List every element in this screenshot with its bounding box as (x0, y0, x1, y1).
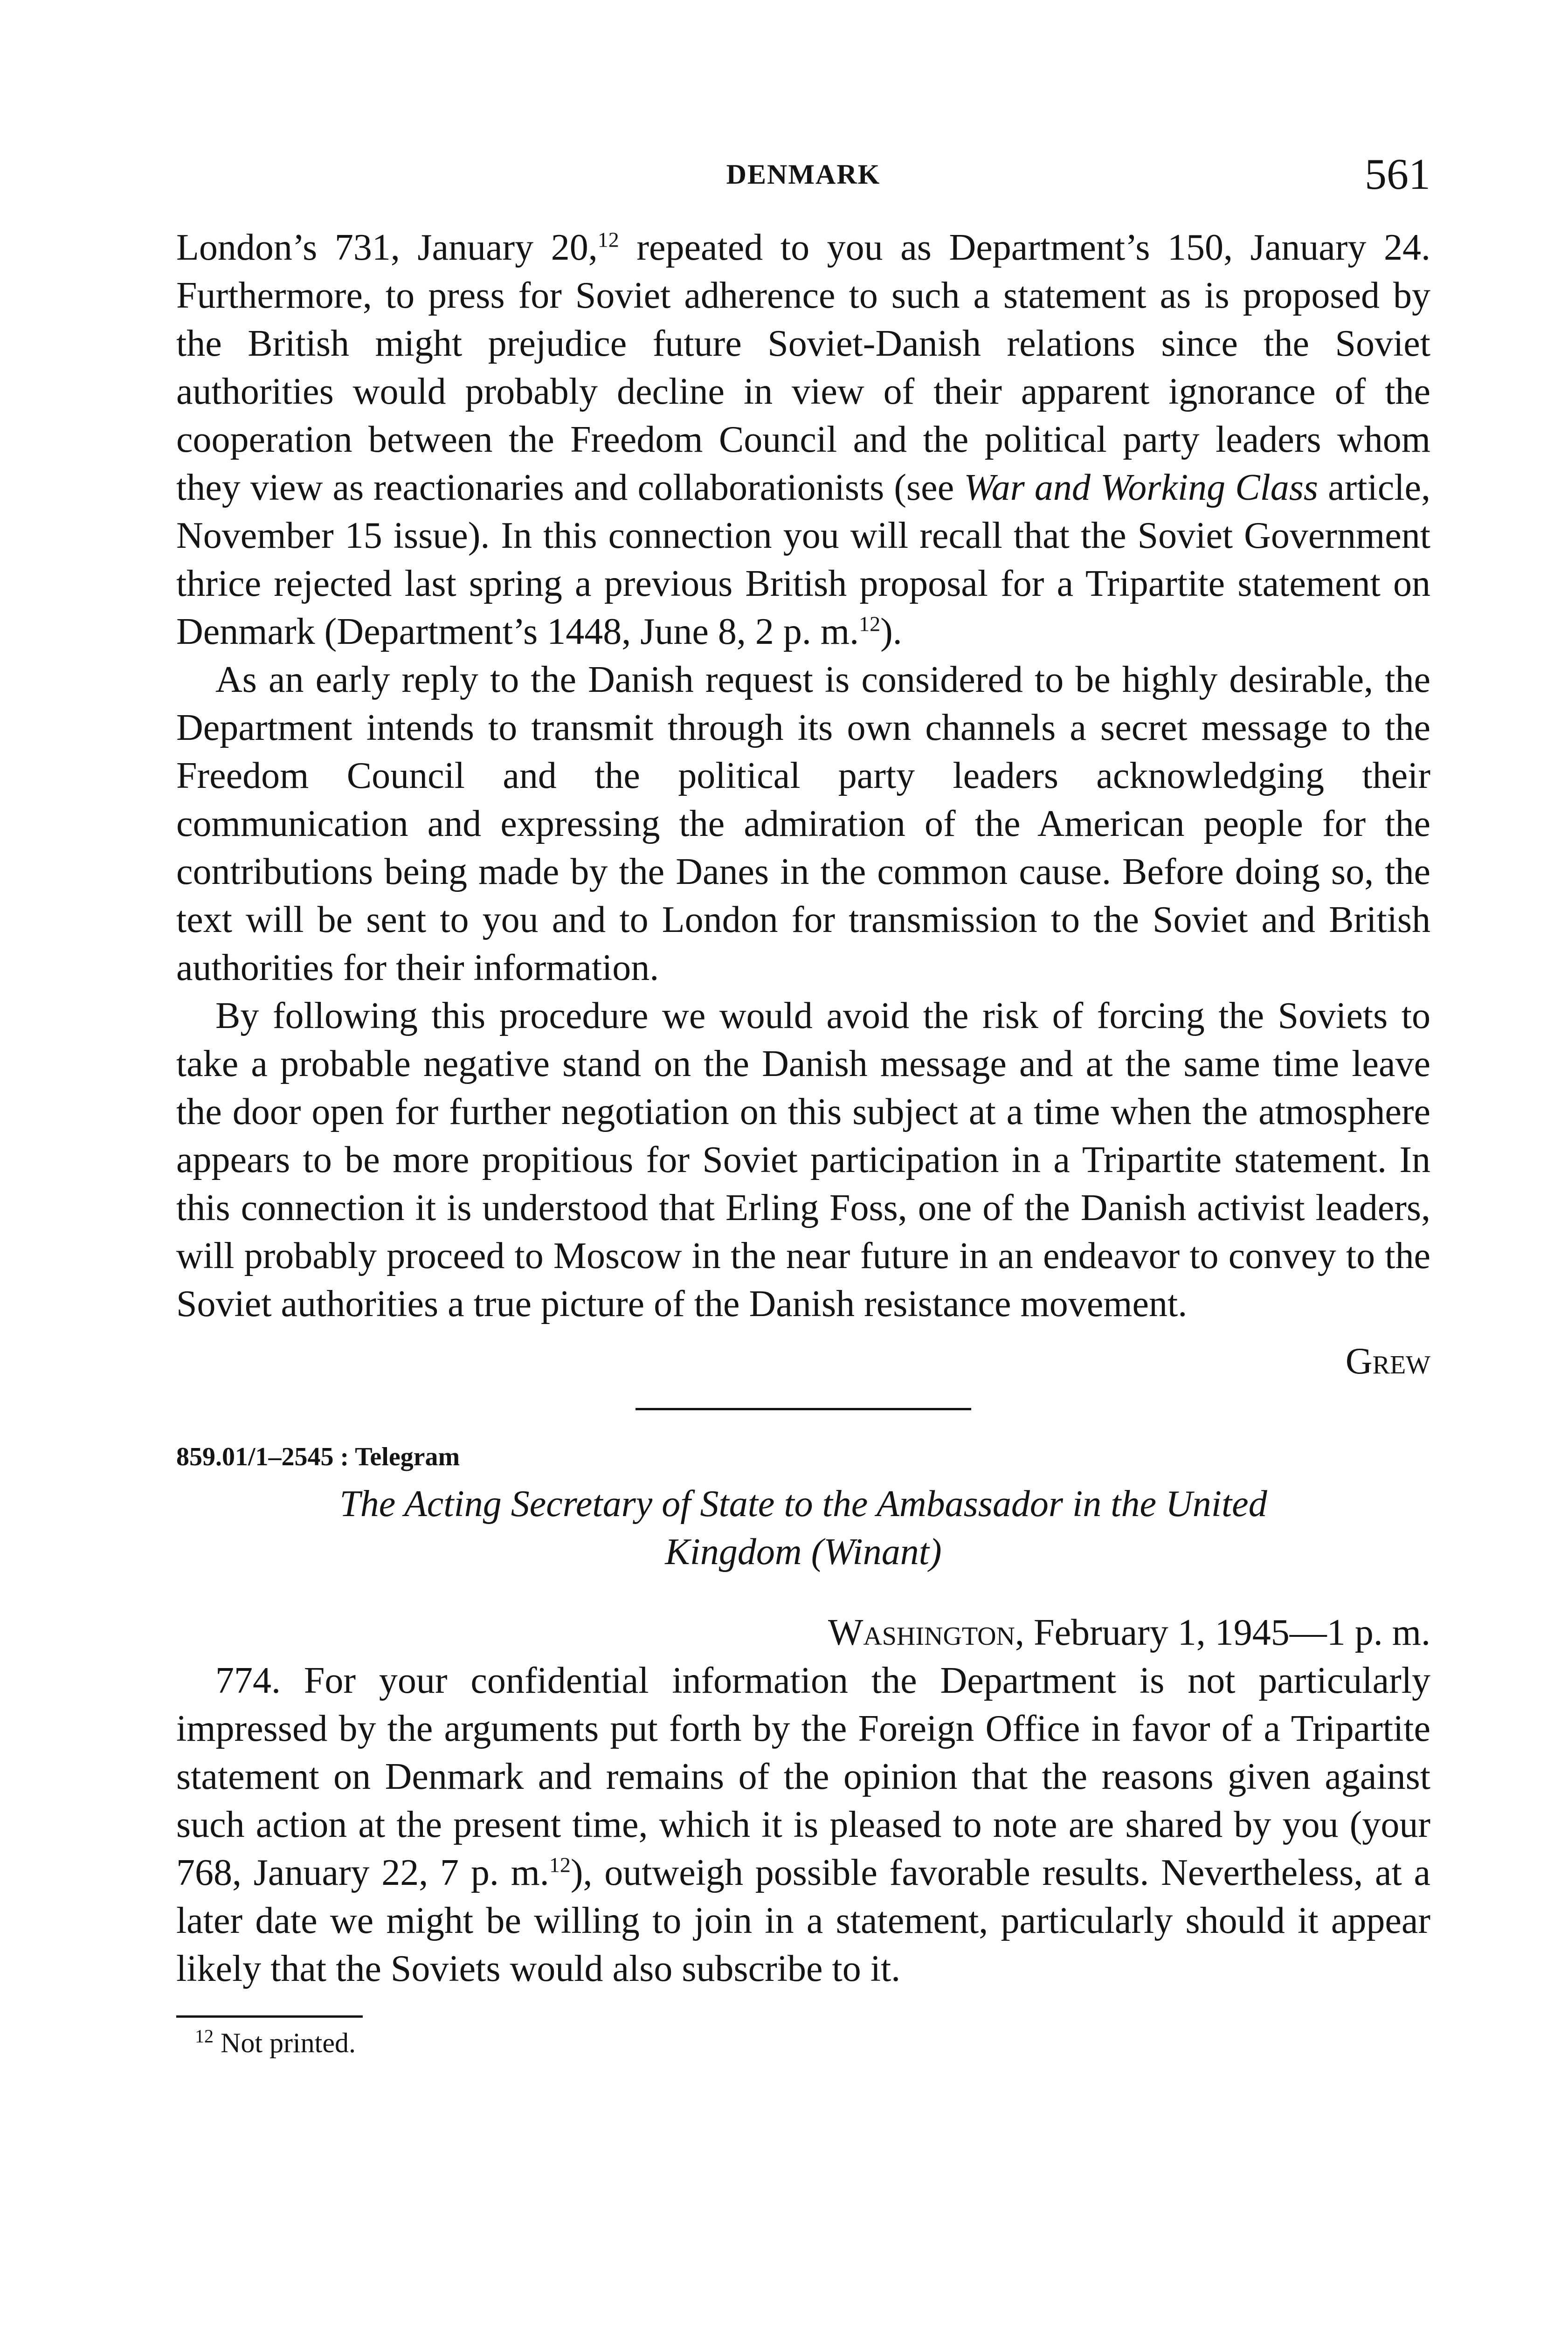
text-segment: ), outweigh possible favorable results. Nevertheless, at a later date we might be willing to join in a statement, particularly should it appear likely that the Soviets would also subscribe to it. (176, 1852, 1431, 1989)
footnote-marker: 12 (195, 2026, 214, 2047)
page-header (176, 149, 1430, 200)
continuation-paragraph (176, 224, 1430, 656)
text-segment: 774. For your confidential information the Department is not particularly impressed by the arguments put forth by the Foreign Office in favor of a Tripartite statement on Denmark and remains of the opinion that the reasons given against such action at the present time, which it is pleased to note are shared by you (your 768, January 22, 7 p. m. (176, 1660, 1430, 1893)
running-title: DENMARK (726, 159, 881, 190)
dateline-place: Washington (828, 1612, 1015, 1653)
footnote-ref: 12 (597, 228, 619, 252)
footnote-text: Not printed. (221, 2028, 356, 2058)
paragraph-reply: As an early reply to the Danish request is considered to be highly desirable, the Department intends to transmit through its own channels a secret message to the Freedom Council and the political party leaders acknowledging their communication and expressing the admiration of the American people for the contributions being made by the Danes in the common cause. Before doing so, the text will be sent to you and to London for transmission to the Soviet and British authorities for their information. (176, 659, 1430, 988)
document-title (176, 1480, 1430, 1576)
footnote (176, 2024, 1430, 2062)
publication-title: War and Working Class (964, 467, 1319, 508)
footnote-ref: 12 (549, 1853, 571, 1877)
text-segment: London’s 731, January 20, (176, 227, 598, 268)
body-text (176, 224, 1430, 2062)
title-line: Kingdom (Winant) (665, 1531, 942, 1572)
section-divider (635, 1408, 971, 1410)
page-number: 561 (1365, 150, 1430, 199)
signature: Grew (1345, 1341, 1430, 1382)
footnote-ref: 12 (859, 612, 881, 636)
telegram-body (176, 1657, 1430, 1993)
text-segment: repeated to you as Department’s 150, January 24. Furthermore, to press for Soviet adherence to such a statement as is proposed by the British might prejudice future Soviet-Danish relations since the Soviet authorities would probably decline in view of their apparent ignorance of the cooperation between the Freedom Council and the political party leaders whom they view as reactionaries and collaborationists (see (176, 227, 1431, 508)
title-line: The Acting Secretary of State to the Ambassador in the United (339, 1483, 1267, 1524)
footnote-rule (176, 2015, 363, 2018)
paragraph-procedure: By following this procedure we would avoid the risk of forcing the Soviets to take a probable negative stand on the Danish message and at the same time leave the door open for further negotiation on this subject at a time when the atmosphere appears to be more propitious for Soviet participation in a Tripartite statement. In this connection it is understood that Erling Foss, one of the Danish activist leaders, will probably proceed to Moscow in the near future in an endeavor to convey to the Soviet authorities a true picture of the Danish resistance movement. (176, 995, 1430, 1324)
text-segment: ). (880, 611, 902, 652)
file-number: 859.01/1–2545 : Telegram (176, 1442, 460, 1471)
dateline (176, 1609, 1430, 1657)
dateline-date: , February 1, 1945—1 p. m. (1015, 1612, 1430, 1653)
text-segment: article, November 15 issue). In this connection you will recall that the Soviet Government thrice rejected last spring a previous British proposal for a Tripartite statement on Denmark (Department’s 1448, June 8, 2 p. m. (176, 467, 1431, 652)
